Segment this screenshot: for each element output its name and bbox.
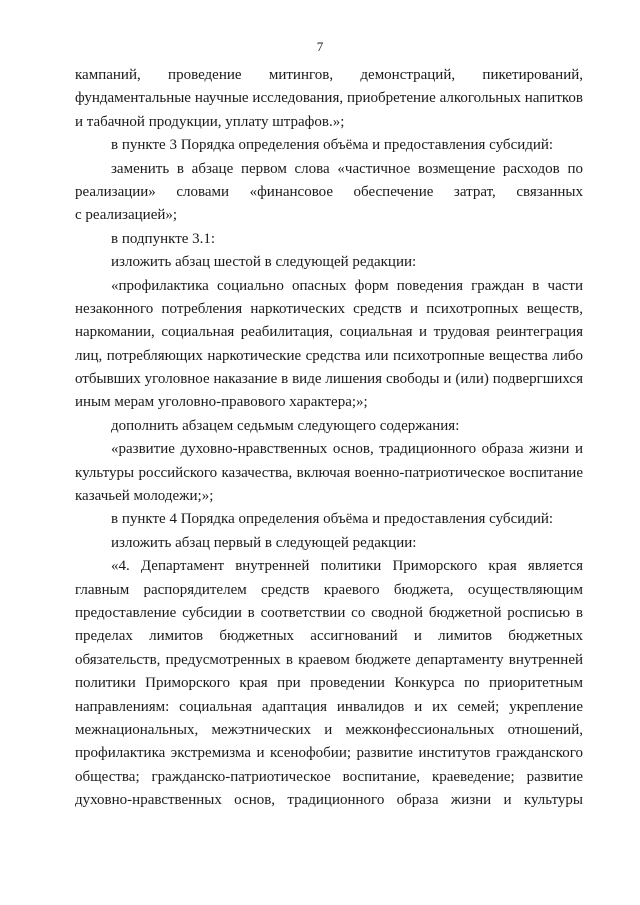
text-line: «развитие духовно-нравственных основ, традиционного образа жизни и [111,441,583,458]
text-line: пределах лимитов бюджетных ассигнований и лимитов бюджетных [75,628,583,645]
text-line: политики Приморского края при проведении Конкурса по приоритетным [75,675,583,692]
text-line: иным мерам уголовно-правового характера;»; [75,394,368,411]
text-line: в пункте 4 Порядка определения объёма и предоставления субсидий: [111,511,554,528]
text-line: предоставление субсидии в соответствии со сводной бюджетной росписью в [75,604,583,621]
body-text [75,64,583,813]
text-line: кампаний, проведение митингов, демонстраций, пикетирований, [75,67,583,83]
text-line: «4. Департамент внутренней политики Приморского края является [111,558,583,575]
text-line: незаконного потребления наркотических средств и психотропных веществ, [75,300,583,317]
text-line: в пункте 3 Порядка определения объёма и предоставления субсидий: [111,137,554,154]
text-line: обязательств, предусмотренных в краевом бюджете департаменту внутренней [75,651,583,668]
text-line: изложить абзац первый в следующей редакции: [111,534,417,551]
text-line: дополнить абзацем седьмым следующего содержания: [111,417,460,434]
text-line: казачьей молодежи;»; [75,488,214,505]
text-line: наркомании, социальная реабилитация, социальная и трудовая реинтеграция [75,324,583,341]
text-line: профилактика экстремизма и ксенофобии; развитие институтов гражданского [75,745,583,762]
text-line: «профилактика социально опасных форм поведения граждан в части [111,277,583,294]
text-line: изложить абзац шестой в следующей редакции: [111,254,417,271]
text-line: межнациональных, межэтнических и межконфессиональных отношений, [75,721,583,738]
page-number: 7 [316,39,324,54]
text-line: общества; гражданско-патриотическое воспитание, краеведение; развитие [75,768,583,785]
text-line: в подпункте 3.1: [111,230,216,247]
text-line: культуры российского казачества, включая военно-патриотическое воспитание [75,464,583,481]
text-line: и табачной продукции, уплату штрафов.»; [75,113,345,130]
text-line: реализации» словами «финансовое обеспечение затрат, связанных [75,183,583,200]
text-line: отбывших уголовное наказание в виде лишения свободы и (или) подвергшихся [75,371,583,388]
text-line: с реализацией»; [75,207,178,224]
text-line: духовно-нравственных основ, традиционного образа жизни и культуры [75,792,583,809]
text-line: заменить в абзаце первом слова «частичное возмещение расходов по [111,160,583,177]
text-line: главным распорядителем средств краевого бюджета, осуществляющим [75,581,583,598]
text-line: фундаментальные научные исследования, приобретение алкогольных напитков [75,90,583,107]
text-line: лиц, потребляющих наркотические средства или психотропные вещества либо [75,347,583,364]
text-line: направлениям: социальная адаптация инвалидов и их семей; укрепление [75,698,583,715]
